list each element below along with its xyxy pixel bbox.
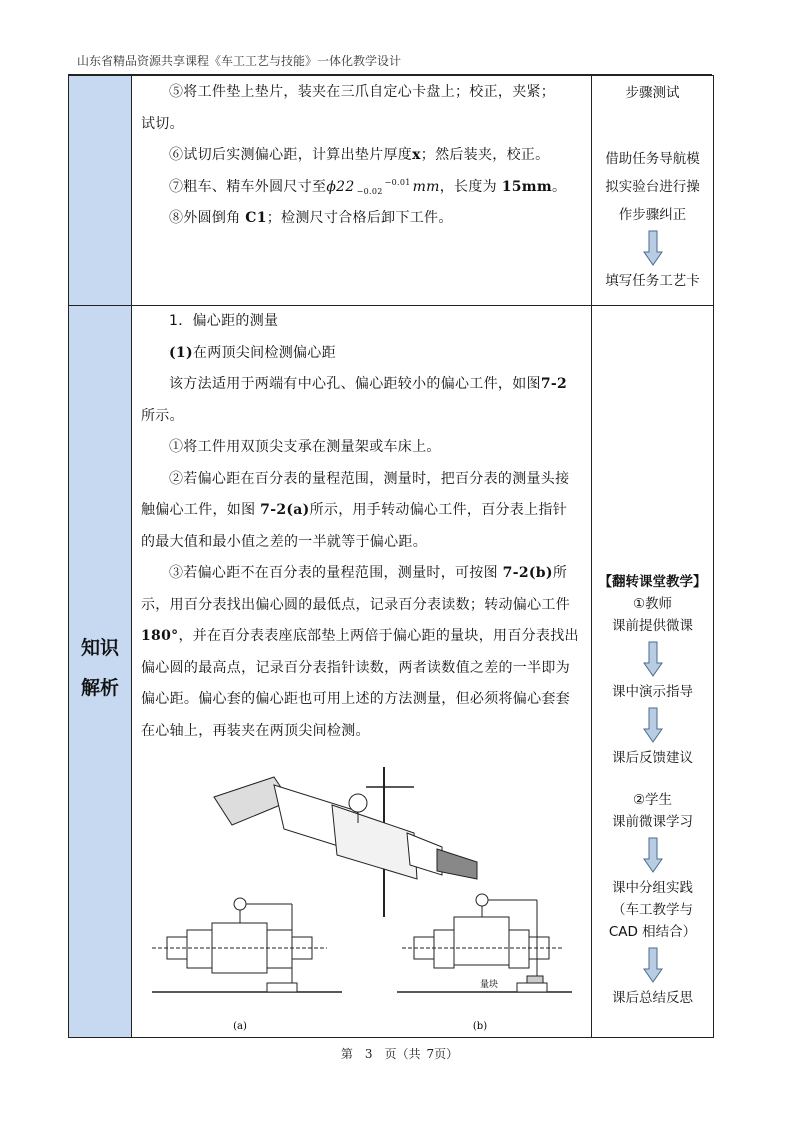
fill-card-label: 填写任务工艺卡 [605,273,700,289]
knowledge-cell [132,306,592,1038]
paragraph: ①将工件用双顶尖支承在测量架或车床上。 [169,439,441,455]
step-8: ⑧外圆倒角 C1；检测尺寸合格后卸下工件。 [169,210,453,226]
student-label: ②学生 [632,792,673,808]
measurement-figure [152,767,572,1037]
figure-b [397,894,572,992]
nav-line-1: 借助任务导航模 [605,151,700,167]
nav-line-2: 拟实验台进行操 [605,179,700,195]
page-number: 3 [364,1047,373,1061]
table-row [69,76,714,306]
top-illustration [214,767,477,917]
row-label-cell [69,76,132,306]
side-cell-1 [592,76,714,306]
flip-class-label: 【翻转课堂教学】 [598,574,707,590]
teacher-step-2: 课中演示指导 [612,684,693,700]
figure-a [152,898,342,992]
tolerance: −0.01 −0.02 [356,177,411,196]
step-test-label: 步骤测试 [625,85,680,101]
page-total: 7 [426,1047,435,1061]
subsection-title: (1)在两顶尖间检测偏心距 [169,344,336,361]
down-arrow-icon [643,707,663,743]
row-label: 知识 解析 [80,637,119,699]
paragraph: 该方法适用于两端有中心孔、偏心距较小的偏心工件，如图7-2 所示。 [141,376,568,424]
figure-a-label: (a) [232,1021,247,1032]
student-step-2-note: CAD 相结合） [608,924,697,940]
block-label: 量块 [479,980,498,990]
lesson-table [68,75,714,1038]
teacher-step-3: 课后反馈建议 [612,750,693,766]
student-step-1: 课前微课学习 [612,814,693,830]
unit: mm [412,178,440,195]
down-arrow-icon [643,641,663,677]
figure-b-label: (b) [472,1021,487,1032]
step-6: ⑥试切后实测偏心距，计算出垫片厚度x；然后装夹，校正。 [169,147,550,163]
section-title: 1．偏心距的测量 [169,313,279,329]
page-header: 山东省精品资源共享课程《车工工艺与技能》一体化教学设计 [77,54,402,68]
page-footer: 第 3 页（共 7页） [340,1047,459,1061]
diameter-symbol: ϕ22 [326,178,355,195]
student-step-2-note: （车工教学与 [612,902,693,918]
down-arrow-icon [643,947,663,983]
paragraph: ③若偏心距不在百分表的量程范围，测量时，可按图 7-2(b)所示，用百分表找出偏心圆的最低点，记录百分表读数；转动偏心工件 180°，并在百分表表座底部垫上两倍于偏心距的量块，用百分表找出偏心圆的最高点，记录百分表指针读数，两者读数值之差的一半即为偏心距。偏心套的偏心距也可用上述的方法测量，但必须将偏心套套在心轴上，再装夹在两顶尖间检测。 [141,565,579,739]
teacher-step-1: 课前提供微课 [612,618,693,634]
student-step-2: 课中分组实践 [612,880,693,896]
steps-cell [132,76,592,306]
paragraph: ②若偏心距在百分表的量程范围，测量时，把百分表的测量头接触偏心工件，如图 7-2(a)所示，用手转动偏心工件，百分表上指针的最大值和最小值之差的一半就等于偏心距。 [141,470,570,550]
down-arrow-icon [643,837,663,873]
step-5: ⑤将工件垫上垫片，装夹在三爪自定心卡盘上；校正，夹紧； [169,84,556,100]
step-5-cont: 试切。 [141,115,184,132]
step-7: ⑦粗车、精车外圆尺寸至ϕ22 −0.01 −0.02 mm，长度为 15mm。 [169,177,567,196]
teacher-label: ①教师 [632,596,673,612]
student-step-3: 课后总结反思 [612,990,693,1006]
nav-line-3: 作步骤纠正 [618,207,687,223]
table-row [69,306,714,1038]
down-arrow-icon [643,230,663,266]
row-label-cell [69,306,132,1038]
side-cell-2 [592,306,714,1038]
